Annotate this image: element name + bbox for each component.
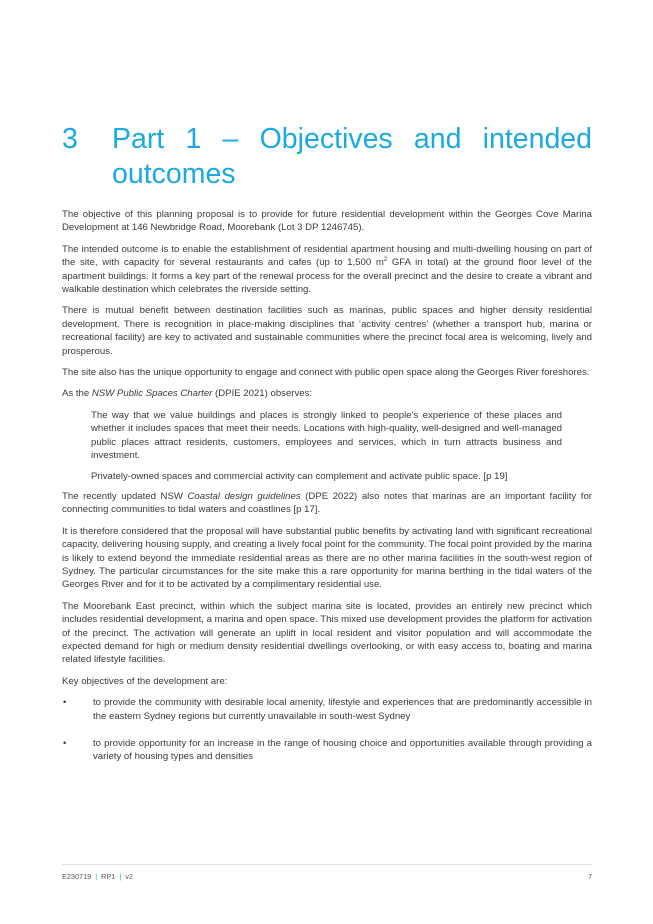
list-item	[62, 737, 592, 764]
section-title	[112, 122, 592, 192]
page-number: 7	[587, 872, 592, 881]
paragraph-coastal-guidelines	[62, 490, 592, 517]
section-title-line-2: outcomes	[112, 158, 236, 190]
paragraph-text: As the	[62, 388, 92, 400]
list-item-text: to provide opportunity for an increase in the range of housing choice and opportunities available through providing a variety of housing types and densities	[93, 738, 592, 763]
objectives-list	[62, 696, 592, 764]
list-item-text: to provide the community with desirable local amenity, lifestyle and experiences that are predominantly accessible in the eastern Sydney regions but currently unavailable in south-west Sydney	[93, 697, 592, 722]
bullet-icon: •	[63, 738, 67, 749]
body-text	[62, 208, 592, 778]
paragraph-text: (DPIE 2021) observes:	[212, 388, 313, 400]
paragraph-public-benefits: It is therefore considered that the proposal will have substantial public benefits by activating land with significant recreational capacity, delivering housing supply, and creating a lively focal point for the community. The focal point provided by the marina is likely to extend beyond the immediate residential areas as there are no other marina facilities in the south-west region of Sydney. The particular circumstances for the site make this a rare opportunity for marina berthing in the tidal waters of the Georges River and for it to be activated by a complimentary residential use.	[62, 525, 592, 591]
paragraph-charter-intro	[62, 387, 592, 400]
paragraph-opportunity: The site also has the unique opportunity to engage and connect with public open space along the Georges River foreshores.	[62, 367, 590, 379]
paragraph-text: (DPE 2022) also notes that marinas are an important facility for connecting communities to tidal waters and coastlines [p 17].	[62, 490, 592, 516]
footer-version: v2	[125, 872, 133, 881]
paragraph-mutual-benefit: There is mutual benefit between destination facilities such as marinas, public spaces and higher density residential development. There is recognition in place-making disciplines that ‘activity centres’ (whether a transport hub, marina or recreational facility) are key to activated and sustainable communities where the precinct focal area is welcoming, lively and prosperous.	[62, 305, 592, 357]
paragraph-key-objectives: Key objectives of the development are:	[62, 675, 228, 687]
superscript: 2	[383, 257, 388, 264]
paragraph-text: The recently updated NSW	[62, 490, 188, 502]
footer-report: RP1	[101, 872, 116, 881]
quote-paragraph: The way that we value buildings and places is strongly linked to people’s experience of these places and whether it includes spaces that meet their needs. Locations with high-quality, well-designed and well-managed public places attract residents, customers, employees and services, which in turn attracts business and investment.	[91, 409, 562, 462]
footer-separator: |	[119, 872, 122, 881]
list-item	[62, 696, 592, 723]
footer-separator: |	[95, 872, 98, 881]
section-title-line-1: Part 1 – Objectives and intended	[112, 123, 592, 155]
paragraph-intended-outcome	[62, 243, 592, 297]
bullet-icon: •	[63, 697, 67, 709]
paragraph-moorebank-east: The Moorebank East precinct, within which the subject marina site is located, provides an entirely new precinct which includes residential development, a marina and open space. This mixed use development provides the platform for activation of the precinct. The activation will generate an uplift in local resident and visitor population and will accommodate the expected demand for high or medium density residential dwellings overlooking, or with easy access to, boating and marina related lifestyle facilities.	[62, 600, 592, 666]
block-quote	[91, 409, 562, 483]
paragraph-objective: The objective of this planning proposal is to provide for future residential development within the Georges Cove Marina Development at 146 Newbridge Road, Moorebank (Lot 3 DP 1246745).	[62, 209, 592, 234]
section-number: 3	[62, 123, 78, 155]
footer-doc-code: E230719	[62, 872, 92, 881]
document-title-italic: Coastal design guidelines	[187, 490, 301, 502]
paragraph-text: The intended outcome is to enable the establishment of residential apartment housing and multi-dwelling housing on part of the site, with capacity for several restaurants and cafes (up to 1,500 m	[62, 243, 592, 269]
paragraph-text: GFA in total) at the ground floor level of the apartment buildings. It forms a key part of the renewal process for the overall precinct and the desire to create a vibrant and walkable destination which celebrates the riverside setting.	[62, 257, 592, 296]
document-title-italic: NSW Public Spaces Charter	[91, 388, 213, 400]
quote-paragraph: Privately-owned spaces and commercial activity can complement and activate public space. [p 19]	[91, 470, 508, 482]
page-footer	[62, 864, 592, 881]
